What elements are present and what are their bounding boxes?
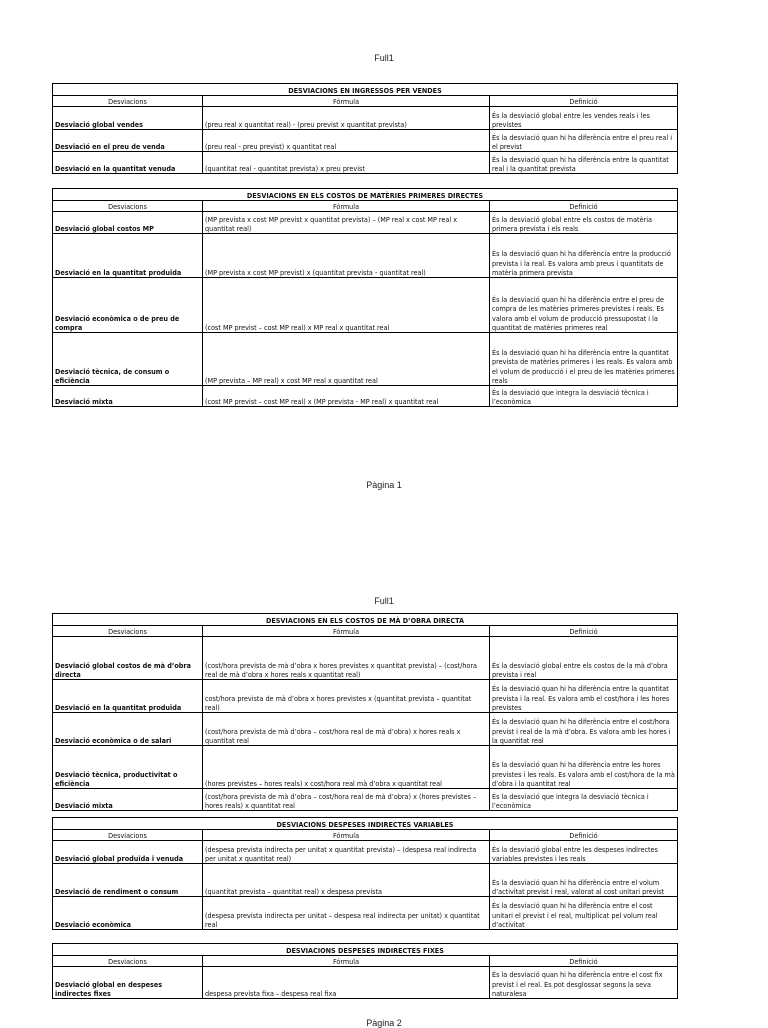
row-definition: És la desviació quan hi ha diferència entre el cost/hora previst i real de la mà d’obra. Es valora amb les hores i la quantitat real	[490, 713, 678, 746]
column-header-definicio: Definició	[490, 96, 678, 107]
row-name: Desviació econòmica o de preu de compra	[53, 278, 203, 333]
table-row	[53, 637, 678, 680]
row-name: Desviació en el preu de venda	[53, 130, 203, 152]
row-definition: És la desviació que integra la desviació tècnica i l’econòmica	[490, 789, 678, 811]
row-formula: (despesa prevista indirecta per unitat – despesa real indirecta per unitat) x quantitat real	[203, 897, 490, 930]
row-formula: (MP prevista x cost MP previst) x (quantitat prevista - quantitat real)	[203, 234, 490, 278]
table-row	[53, 864, 678, 897]
table-row	[53, 212, 678, 234]
row-name: Desviació global costos MP	[53, 212, 203, 234]
row-definition: És la desviació que integra la desviació tècnica i l’econòmica	[490, 386, 678, 407]
row-definition: És la desviació quan hi ha diferència entre el preu real i el previst	[490, 130, 678, 152]
table-row	[53, 107, 678, 130]
row-definition: És la desviació quan hi ha diferència entre la quantitat real i la quantitat prevista	[490, 152, 678, 174]
column-header-formula: Fórmula	[203, 201, 490, 212]
row-name: Desviació en la quantitat produïda	[53, 234, 203, 278]
row-name: Desviació econòmica o de salari	[53, 713, 203, 746]
row-name: Desviació econòmica	[53, 897, 203, 930]
column-header-desviacions: Desviacions	[53, 956, 203, 967]
table-title: DESVIACIONS EN ELS COSTOS DE MATÈRIES PRIMERES DIRECTES	[53, 189, 678, 201]
row-formula: (preu real x quantitat real) - (preu previst x quantitat prevista)	[203, 107, 490, 130]
table-ma-obra-directa	[52, 613, 678, 811]
column-header-formula: Fórmula	[203, 956, 490, 967]
table-row	[53, 789, 678, 811]
row-formula: (cost MP previst – cost MP real) x MP real x quantitat real	[203, 278, 490, 333]
row-name: Desviació global produïda i venuda	[53, 841, 203, 864]
row-formula: (cost MP previst – cost MP real) x (MP prevista - MP real) x quantitat real	[203, 386, 490, 407]
row-definition: És la desviació quan hi ha diferència entre les hores previstes i les reals. Es valora amb el cost/hora de la mà d’obra i la quantitat real	[490, 746, 678, 789]
row-definition: És la desviació global entre els costos de la mà d’obra prevista i real	[490, 637, 678, 680]
table-title: DESVIACIONS EN INGRESSOS PER VENDES	[53, 84, 678, 96]
row-definition: És la desviació quan hi ha diferència entre la quantitat prevista de matèries primeres i les reals. Es valora amb el volum de producció i el preu de les matèries primeres reals	[490, 333, 678, 386]
row-formula: (hores previstes – hores reals) x cost/hora real mà d’obra x quantitat real	[203, 746, 490, 789]
row-name: Desviació mixta	[53, 789, 203, 811]
column-header-definicio: Definició	[490, 830, 678, 841]
row-formula: (despesa prevista indirecta per unitat x quantitat prevista) – (despesa real indirecta per unitat x quantitat real)	[203, 841, 490, 864]
table-title: DESVIACIONS DESPESES INDIRECTES FIXES	[53, 944, 678, 956]
column-header-desviacions: Desviacions	[53, 96, 203, 107]
row-definition: És la desviació quan hi ha diferència entre la producció prevista i la real. Es valora amb preus i quantitats de matèria primera prevista	[490, 234, 678, 278]
row-name: Desviació tècnica, de consum o eficiència	[53, 333, 203, 386]
page-1-footer: Pàgina 1	[366, 480, 402, 490]
row-definition: És la desviació global entre les vendes reals i les previstes	[490, 107, 678, 130]
table-row	[53, 234, 678, 278]
row-name: Desviació global costos de mà d’obra directa	[53, 637, 203, 680]
table-row	[53, 386, 678, 407]
page-2-footer: Pàgina 2	[366, 1018, 402, 1028]
table-row	[53, 680, 678, 713]
row-formula: (quantitat real - quantitat prevista) x preu previst	[203, 152, 490, 174]
column-header-desviacions: Desviacions	[53, 626, 203, 637]
table-row	[53, 967, 678, 999]
column-header-definicio: Definició	[490, 626, 678, 637]
column-header-formula: Fórmula	[203, 830, 490, 841]
column-header-desviacions: Desviacions	[53, 830, 203, 841]
column-header-desviacions: Desviacions	[53, 201, 203, 212]
row-name: Desviació mixta	[53, 386, 203, 407]
row-formula: (cost/hora prevista de mà d’obra – cost/hora real de mà d’obra) x (hores previstes – hores reals) x quantitat real	[203, 789, 490, 811]
table-materies-primeres	[52, 188, 678, 407]
column-header-formula: Fórmula	[203, 96, 490, 107]
row-definition: És la desviació global entre els costos de matèria primera prevista i els reals	[490, 212, 678, 234]
page-1-header: Full1	[374, 53, 394, 63]
row-name: Desviació tècnica, productivitat o eficiència	[53, 746, 203, 789]
row-definition: És la desviació quan hi ha diferència entre el cost fix previst i el real. Es pot desglossar segons la seva naturalesa	[490, 967, 678, 999]
table-row	[53, 152, 678, 174]
row-formula: (cost/hora prevista de mà d’obra x hores previstes x quantitat prevista) – (cost/hora real de mà d’obra x hores reals x quantitat real)	[203, 637, 490, 680]
row-formula: (MP prevista – MP real) x cost MP real x quantitat real	[203, 333, 490, 386]
column-header-formula: Fórmula	[203, 626, 490, 637]
row-formula: (cost/hora prevista de mà d’obra – cost/hora real de mà d’obra) x hores reals x quantitat real	[203, 713, 490, 746]
row-formula: (quantitat prevista – quantitat real) x despesa prevista	[203, 864, 490, 897]
row-definition: És la desviació quan hi ha diferència entre la quantitat prevista i la real. Es valora amb el cost/hora i les hores previstes	[490, 680, 678, 713]
row-name: Desviació de rendiment o consum	[53, 864, 203, 897]
page-2-header: Full1	[374, 596, 394, 606]
row-name: Desviació en la quantitat produïda	[53, 680, 203, 713]
table-title: DESVIACIONS EN ELS COSTOS DE MÀ D’OBRA DIRECTA	[53, 614, 678, 626]
row-definition: És la desviació quan hi ha diferència entre el preu de compra de les matèries primeres previstes i reals. Es valora amb el volum de producció pressupostat i la quantitat de matèries primeres real	[490, 278, 678, 333]
row-definition: És la desviació quan hi ha diferència entre el cost unitari el previst i el real, multiplicat pel volum real d’activitat	[490, 897, 678, 930]
table-title: DESVIACIONS DESPESES INDIRECTES VARIABLES	[53, 818, 678, 830]
row-formula: (preu real - preu previst) x quantitat real	[203, 130, 490, 152]
column-header-definicio: Definició	[490, 201, 678, 212]
row-name: Desviació global vendes	[53, 107, 203, 130]
table-row	[53, 841, 678, 864]
row-formula: despesa prevista fixa – despesa real fixa	[203, 967, 490, 999]
row-formula: cost/hora prevista de mà d’obra x hores previstes x (quantitat prevista – quantitat real)	[203, 680, 490, 713]
table-row	[53, 278, 678, 333]
table-row	[53, 333, 678, 386]
table-row	[53, 130, 678, 152]
table-row	[53, 713, 678, 746]
table-row	[53, 746, 678, 789]
row-definition: És la desviació global entre les despeses indirectes variables previstes i les reals	[490, 841, 678, 864]
table-indirectes-variables	[52, 817, 678, 930]
row-definition: És la desviació quan hi ha diferència entre el volum d’activitat previst i real, valorat al cost unitari previst	[490, 864, 678, 897]
table-indirectes-fixes	[52, 943, 678, 999]
table-ingressos-vendes	[52, 83, 678, 174]
row-name: Desviació global en despeses indirectes fixes	[53, 967, 203, 999]
row-name: Desviació en la quantitat venuda	[53, 152, 203, 174]
row-formula: (MP prevista x cost MP previst x quantitat prevista) – (MP real x cost MP real x quantitat real)	[203, 212, 490, 234]
table-row	[53, 897, 678, 930]
column-header-definicio: Definició	[490, 956, 678, 967]
